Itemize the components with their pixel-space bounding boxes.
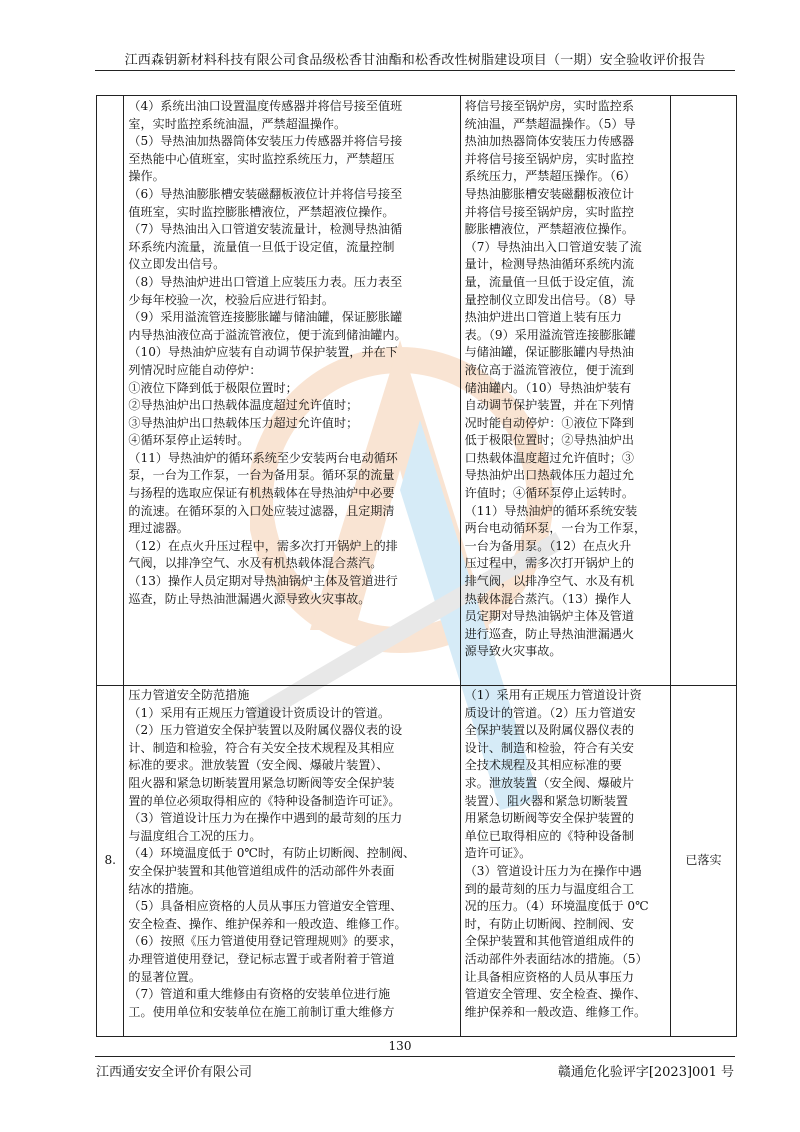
requirement-line: （6）导热油膨胀槽安装磁翻板液位计并将信号接至 — [128, 186, 403, 201]
measure-line: 求。泄放装置（安全阀、爆破片 — [464, 775, 634, 790]
measure-line: 许值时；④循环泵停止运转时。 — [464, 486, 634, 501]
measure-line: 进行巡查，防止导热油泄漏遇火 — [464, 626, 634, 641]
header-divider — [95, 70, 735, 71]
measure-line: 维护保养和一般改造、维修工作。 — [464, 1004, 647, 1019]
measure-line: 并将信号接至锅炉房，实时监控 — [464, 151, 634, 166]
requirement-line: 至热能中心值班室，实时监控系统压力，严禁超压 — [128, 151, 395, 166]
measure-line: 全保护装置以及附属仪器仪表的 — [464, 723, 634, 738]
measure-line: 并将信号接至锅炉房，实时监控 — [464, 204, 634, 219]
evaluation-table — [96, 95, 737, 1037]
requirement-line: （11）导热油炉的循环系统至少安装两台电动循环 — [128, 450, 398, 465]
result-cell — [670, 96, 736, 686]
requirement-line: 结冰的措施。 — [128, 881, 201, 896]
measure-line: 全技术规程及其相应标准的要 — [464, 758, 622, 773]
measure-line: 统油温，严禁超温操作。（5）导 — [464, 116, 636, 131]
footer-divider — [95, 1056, 735, 1057]
requirement-line: 内导热油液位高于溢流管液位，便于流到储油罐内。 — [128, 327, 407, 342]
measure-line: 热油炉进出口管道上装有压力 — [464, 310, 622, 325]
requirement-line: 气阀，以排净空气、水及有机热载体混合蒸汽。 — [128, 556, 383, 571]
measure-line: 到的最苛刻的压力与温度组合工 — [464, 881, 634, 896]
measure-line: 将信号接至锅炉房，实时监控系 — [464, 99, 634, 113]
measure-line: 单位已取得相应的《特种设备制 — [464, 828, 634, 843]
requirement-line: 标准的要求。泄放装置（安全阀、爆破片装置）、 — [128, 758, 389, 773]
measure-line: 与储油罐，保证膨胀罐内导热油 — [464, 345, 634, 360]
requirement-line: （1）采用有正规压力管道设计资质设计的管道。 — [128, 705, 391, 720]
requirement-line: 与扬程的选取应保证有机热载体在导热油炉中必要 — [128, 486, 395, 501]
requirement-line: 室，实时监控系统油温，严禁超温操作。 — [128, 116, 347, 131]
measure-line: 膨胀槽液位，严禁超液位操作。 — [464, 222, 634, 237]
table-row — [97, 686, 737, 1037]
requirement-line: 工。使用单位和安装单位在施工前制订重大维修方 — [128, 1004, 395, 1019]
requirement-line: （10）导热油炉应装有自动调节保护装置，并在下 — [128, 345, 398, 360]
measure-line: 一台为备用泵。（12）在点火升 — [464, 538, 632, 553]
requirement-line: （2）压力管道安全保护装置以及附属仪器仪表的设 — [128, 723, 403, 738]
requirement-line: 列情况时应能自动停炉： — [128, 362, 262, 377]
measure-cell — [460, 96, 670, 686]
requirement-line: 少每年校验一次，校验后应进行铅封。 — [128, 292, 335, 307]
measure-line: 员定期对导热油锅炉主体及管道 — [464, 609, 634, 624]
table-row — [97, 96, 737, 686]
requirement-line: （4）环境温度低于 0℃时，有防止切断阀、控制阀、 — [128, 846, 416, 861]
measure-line: 导热油炉出口热载体压力超过允 — [464, 468, 634, 483]
measure-line: 况时能自动停炉：①液位下降到 — [464, 415, 634, 430]
requirement-line: 巡查，防止导热油泄漏遇火源导致火灾事故。 — [128, 591, 371, 606]
row-index-cell — [97, 96, 124, 686]
requirement-line: （5）导热油加热器筒体安装压力传感器并将信号接 — [128, 134, 403, 149]
measure-line: 自动调节保护装置，并在下列情 — [464, 398, 634, 413]
requirement-line: ①液位下降到低于极限位置时； — [128, 380, 298, 395]
measure-line: （7）导热油出入口管道安装了流 — [464, 239, 642, 254]
requirement-line: 安全检查、操作、维护保养和一般改造、维修工作。 — [128, 916, 407, 931]
requirement-line: （3）管道设计压力为在操作中遇到的最苛刻的压力 — [128, 811, 403, 826]
requirement-cell — [124, 96, 460, 686]
measure-line: 管道安全管理、安全检查、操作、 — [464, 987, 647, 1002]
page-header-title: 江西森钥新材料科技有限公司食品级松香甘油酯和松香改性树脂建设项目（一期）安全验收评价报告 — [124, 53, 706, 68]
requirement-line: ③导热油炉出口热载体压力超过允许值时； — [128, 415, 359, 430]
measure-line: 系统压力，严禁超压操作。（6） — [464, 169, 636, 184]
measure-line: 量控制仪立即发出信号。（8）导 — [464, 292, 636, 307]
measure-line: 量，流量值一旦低于设定值，流 — [464, 274, 634, 289]
requirement-line: ④循环泵停止运转时。 — [128, 433, 250, 448]
page-number: 130 — [388, 1039, 412, 1053]
measure-line: 量计，检测导热油循环系统内流 — [464, 257, 634, 272]
footer-company: 江西通安安全评价有限公司 — [96, 1065, 253, 1080]
requirement-line: ②导热油炉出口热载体温度超过允许值时； — [128, 398, 359, 413]
row-index-cell: 8. — [97, 686, 124, 1037]
measure-line: 液位高于溢流管液位，便于流到 — [464, 362, 634, 377]
requirement-line: 的显著位置。 — [128, 969, 201, 984]
measure-line: 况的压力。（4）环境温度低于 0℃ — [464, 899, 649, 914]
measure-line: （1）采用有正规压力管道设计资 — [464, 688, 642, 702]
measure-line: 造许可证》。 — [464, 846, 532, 861]
requirement-line: （7）管道和重大维修由有资格的安装单位进行施 — [128, 987, 391, 1002]
result-cell: 已落实 — [670, 686, 736, 1037]
measure-line: （3）管道设计压力为在操作中遇 — [464, 863, 642, 878]
measure-line: 让具备相应资格的人员从事压力 — [464, 969, 634, 984]
requirement-line: 理过滤器。 — [128, 521, 189, 536]
requirement-line: 办理管道使用登记，登记标志置于或者附着于管道 — [128, 951, 395, 966]
requirement-cell — [124, 686, 460, 1037]
requirement-line: （7）导热油出入口管道安装流量计，检测导热油循 — [128, 222, 403, 237]
measure-line: 排气阀，以排净空气、水及有机 — [464, 574, 634, 589]
measure-line: 质设计的管道。（2）压力管道安 — [464, 705, 636, 720]
measure-line: 全保护装置和其他管道组成件的 — [464, 934, 634, 949]
measure-line: 低于极限位置时；②导热油炉出 — [464, 433, 634, 448]
requirement-line: （8）导热油炉进出口管道上应装压力表。压力表至 — [128, 274, 403, 289]
measure-cell — [460, 686, 670, 1037]
requirement-line: 与温度组合工况的压力。 — [128, 828, 262, 843]
measure-line: 装置）、阻火器和紧急切断装置 — [464, 793, 628, 808]
requirement-line: 的流速。在循环泵的入口处应装过滤器，且定期清 — [128, 503, 395, 518]
requirement-line: 泵，一台为工作泵，一台为备用泵。循环泵的流量 — [128, 468, 395, 483]
measure-line: 表。（9）采用溢流管连接膨胀罐 — [464, 327, 636, 342]
requirement-line: （12）在点火升压过程中，需多次打开锅炉上的排 — [128, 538, 398, 553]
requirement-line: 值班室，实时监控膨胀槽液位，严禁超液位操作。 — [128, 204, 395, 219]
measure-line: 两台电动循环泵，一台为工作泵， — [464, 521, 647, 536]
requirement-line: （13）操作人员定期对导热油锅炉主体及管道进行 — [128, 574, 398, 589]
requirement-line: 环系统内流量，流量值一旦低于设定值，流量控制 — [128, 239, 395, 254]
requirement-line: 阻火器和紧急切断装置用紧急切断阀等安全保护装 — [128, 775, 395, 790]
footer-doc-number: 赣通危化验评字[2023]001 号 — [557, 1065, 734, 1080]
requirement-line: （9）采用溢流管连接膨胀罐与储油罐，保证膨胀罐 — [128, 310, 403, 325]
measure-line: （11）导热油炉的循环系统安装 — [464, 503, 638, 518]
requirement-line: （6）按照《压力管道使用登记管理规则》的要求， — [128, 934, 403, 949]
measure-line: 设计、制造和检验，符合有关安 — [464, 740, 634, 755]
requirement-line: 置的单位必须取得相应的《特种设备制造许可证》。 — [128, 793, 401, 808]
requirement-line: 仪立即发出信号。 — [128, 257, 226, 272]
requirement-line: 计、制造和检验，符合有关安全技术规程及其相应 — [128, 740, 395, 755]
measure-line: 热载体混合蒸汽。（13）操作人 — [464, 591, 632, 606]
measure-line: 活动部件外表面结冰的措施。（5） — [464, 951, 648, 966]
measure-line: 压过程中，需多次打开锅炉上的 — [464, 556, 634, 571]
requirement-line: （5）具备相应资格的人员从事压力管道安全管理、 — [128, 899, 403, 914]
measure-line: 用紧急切断阀等安全保护装置的 — [464, 811, 634, 826]
measure-line: 导热油膨胀槽安装磁翻板液位计 — [464, 186, 634, 201]
measure-line: 口热载体温度超过允许值时；③ — [464, 450, 634, 465]
requirement-line: 操作。 — [128, 169, 165, 184]
measure-line: 储油罐内。（10）导热油炉装有 — [464, 380, 632, 395]
measure-line: 热油加热器筒体安装压力传感器 — [464, 134, 634, 149]
measure-line: 源导致火灾事故。 — [464, 644, 562, 659]
requirement-line: 安全保护装置和其他管道组成件的活动部件外表面 — [128, 863, 395, 878]
requirement-line: 压力管道安全防范措施 — [128, 688, 250, 702]
measure-line: 时，有防止切断阀、控制阀、安 — [464, 916, 634, 931]
requirement-line: （4）系统出油口设置温度传感器并将信号接至值班 — [128, 99, 403, 113]
